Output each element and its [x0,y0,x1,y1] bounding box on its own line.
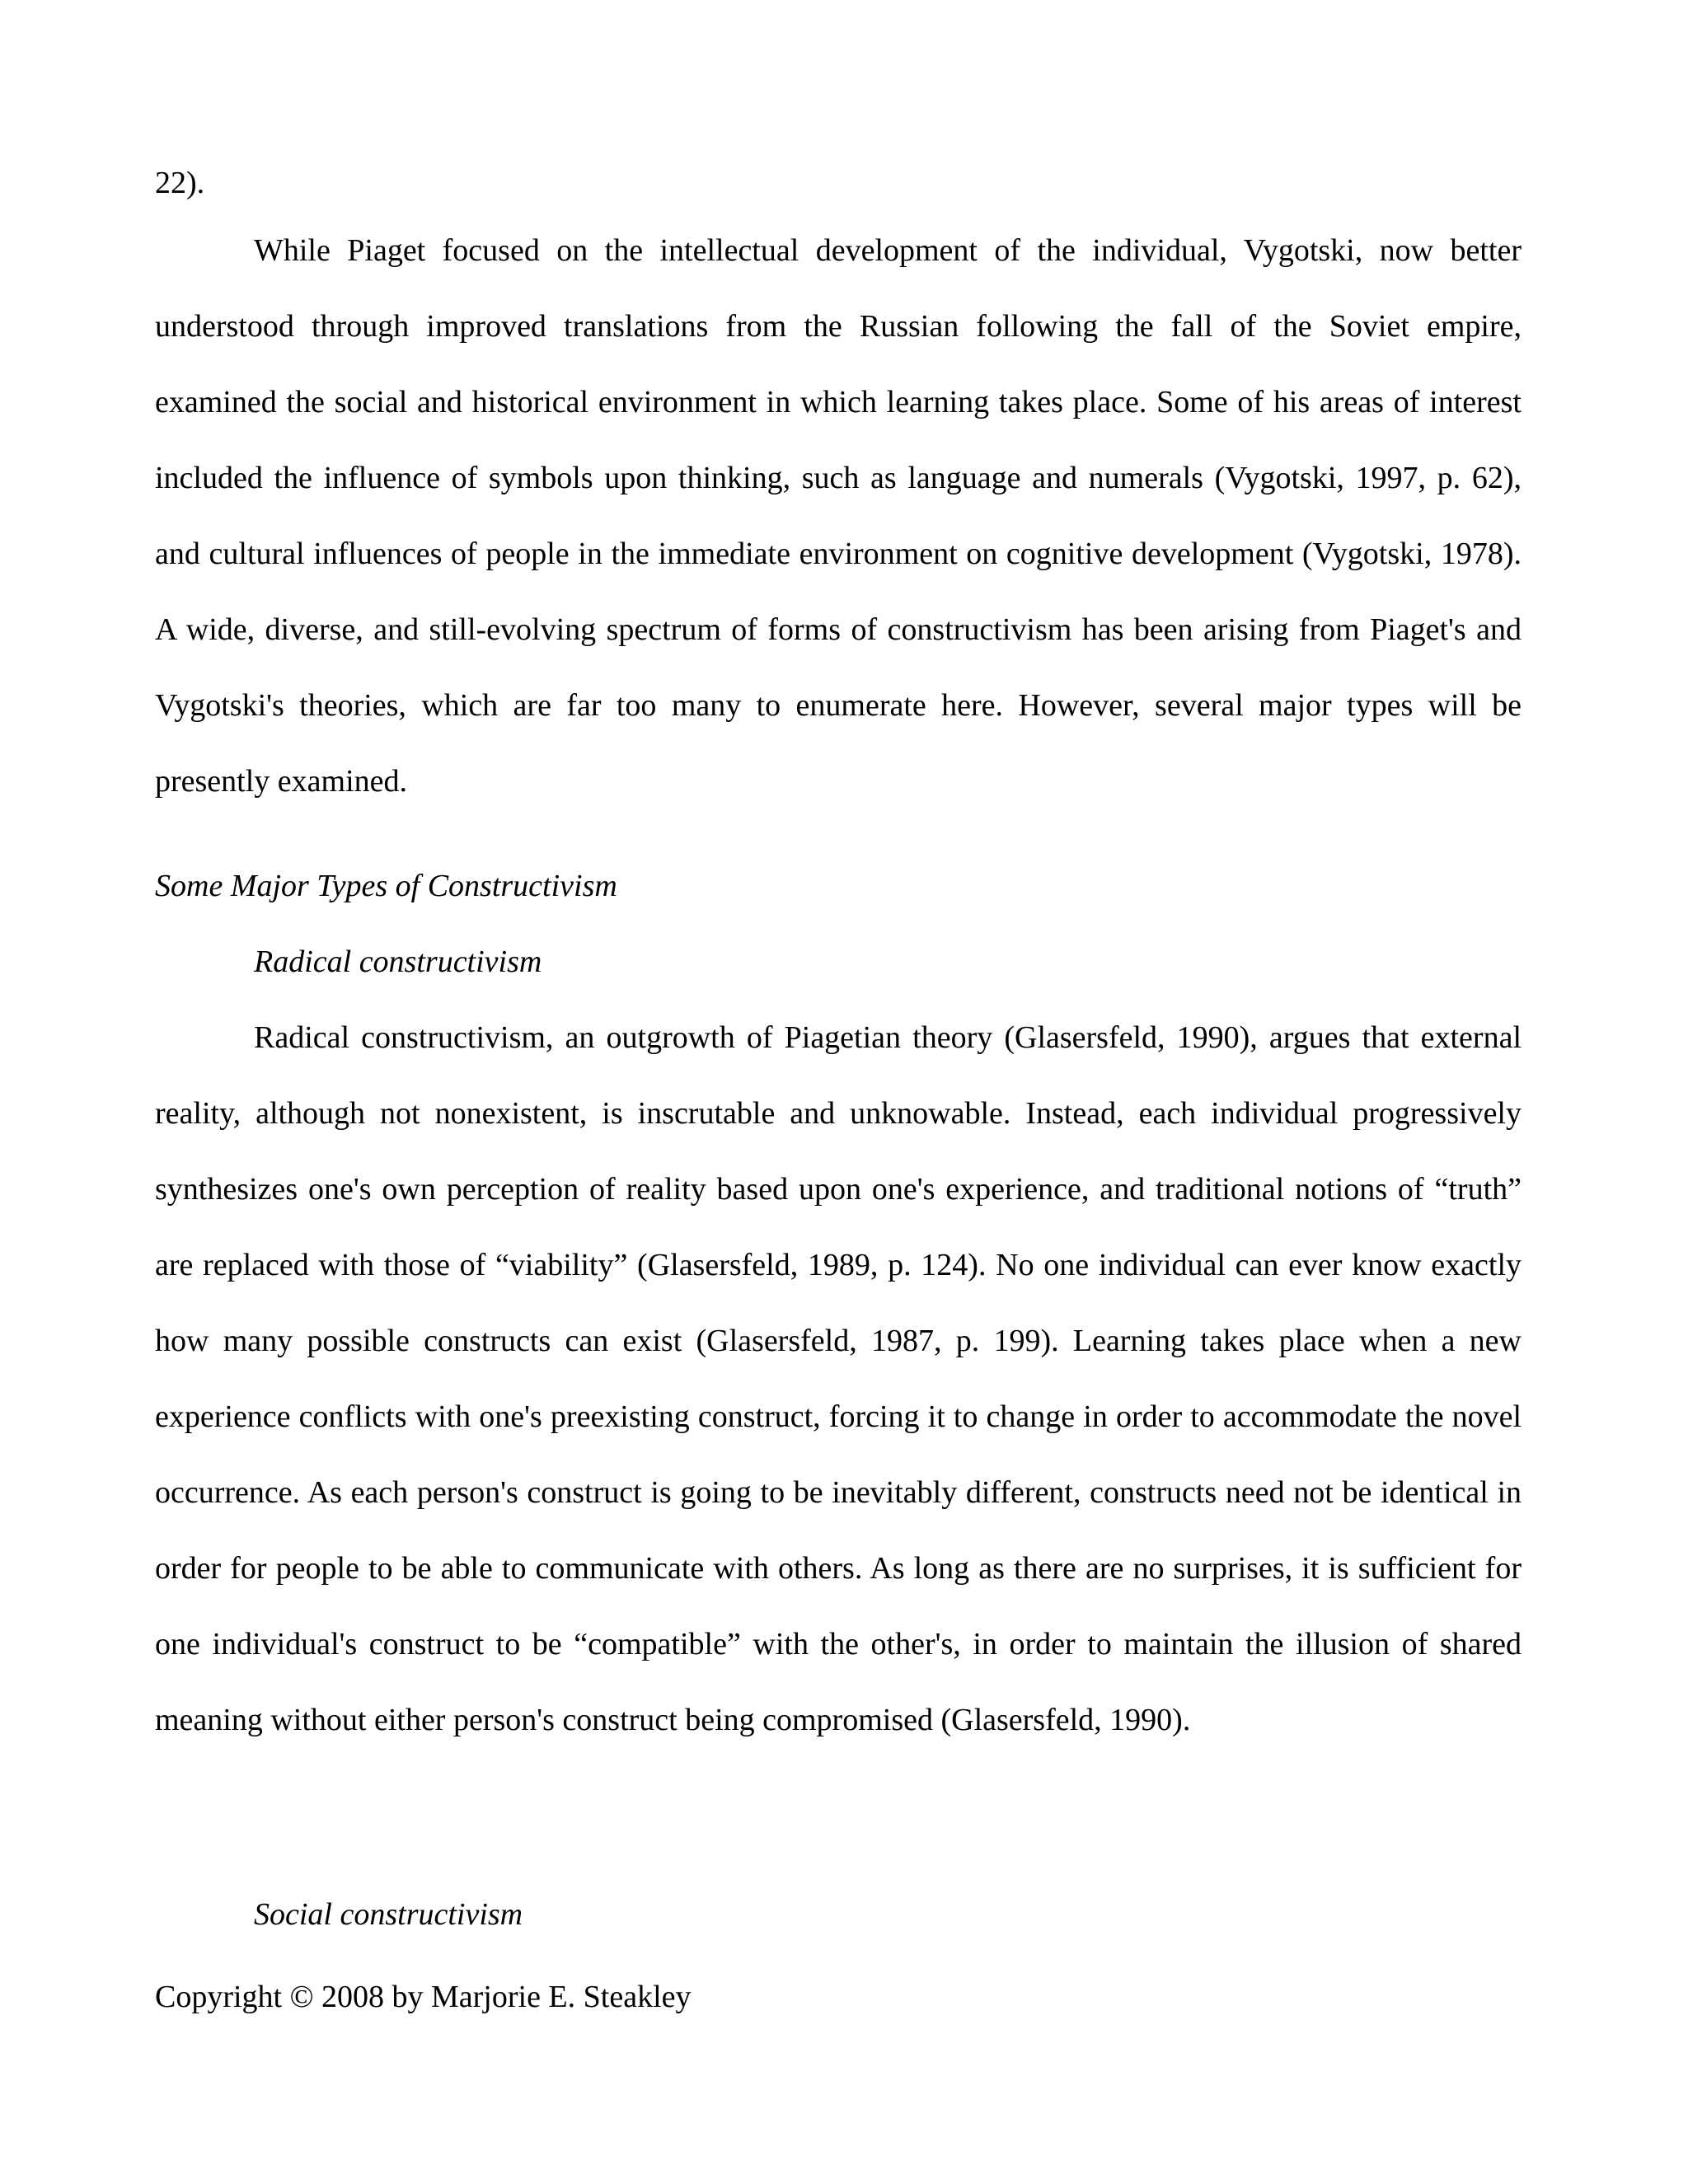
paragraph-2-text: Radical constructivism, an outgrowth of Piagetian theory (Glasersfeld, 1990), argues that external reality, although not nonexistent, is inscrutable and unknowable. Instead, each individual progressively synthesizes one's own perception of reality based upon one's experience, and traditional notions of “truth” are replaced with those of “viability” (Glasersfeld, 1989, p. 124). No one individual can ever know exactly how many possible constructs can exist (Glasersfeld, 1987, p. 199). Learning takes place when a new experience conflicts with one's preexisting construct, forcing it to change in order to accommodate the novel occurrence. As each person's construct is going to be inevitably different, constructs need not be identical in order for people to be able to communicate with others. As long as there are no surprises, it is sufficient for one individual's construct to be “compatible” with the other's, in order to maintain the illusion of shared meaning without either person's construct being compromised (Glasersfeld, 1990). [155,1020,1522,1737]
continuation-line [155,145,1522,221]
continuation-text: 22). [155,166,205,200]
copyright-footer: Copyright © 2008 by Marjorie E. Steakley [155,1980,692,2014]
paragraph-1-text: While Piaget focused on the intellectual development of the individual, Vygotski, now better understood through improved translations from the Russian following the fall of the Soviet empire, examined the social and historical environment in which learning takes place. Some of his areas of interest included the influence of symbols upon thinking, such as language and numerals (Vygotski, 1997, p. 62), and cultural influences of people in the immediate environment on cognitive development (Vygotski, 1978). A wide, diverse, and still-evolving spectrum of forms of constructivism has been arising from Piaget's and Vygotski's theories, which are far too many to enumerate here. However, several major types will be presently examined. [155,233,1522,799]
paragraph-vygotski [155,213,1522,819]
section-heading: Some Major Types of Constructivism [155,869,617,903]
subheading-radical: Radical constructivism [254,944,542,979]
subheading-social: Social constructivism [254,1897,523,1932]
paragraph-radical [155,1000,1522,1758]
